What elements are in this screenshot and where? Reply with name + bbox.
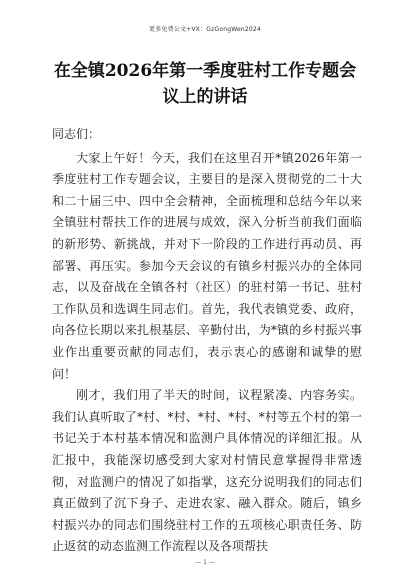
page-number: — 1 — [195,559,215,566]
header-note: 更多免费公文+VX：GzGongWen2024 [149,26,261,33]
document-body [52,124,362,558]
paragraph: 大家上午好！今天，我们在这里召开*镇2026年第一季度驻村工作专题会议，主要目的是深入贯彻党的二十大和二十届三中、四中全会精神，全面梳理和总结今年以来全镇驻村帮扶工作的进展与成效，深入分析当前我们面临的新形势、新挑战，并对下一阶段的工作进行再动员、再部署、再压实。参加今天会议的有镇乡村振兴办的全体同志，以及奋战在全镇各村（社区）的驻村第一书记、驻村工作队员和选调生同志们。首先，我代表镇党委、政府，向各位长期以来扎根基层、辛勤付出，为*镇的乡村振兴事业作出重要贡献的同志们，表示衷心的感谢和诚挚的慰问！ [52,150,362,381]
salutation: 同志们： [52,127,101,141]
paragraph: 刚才，我们用了半天的时间，议程紧凑、内容务实。我们认真听取了*村、*村、*村、*村、*村等五个村的第一书记关于本村基本情况和监测户具体情况的详细汇报。从汇报中，我能深切感受到大家对村情民意掌握得非常透彻，对监测户的情况了如指掌，这充分说明我们的同志们真正做到了沉下身子、走进农家、融入群众。随后，镇乡村振兴办的同志们围绕驻村工作的五项核心职责任务、防止返贫的动态监测工作流程以及各项帮扶 [52,388,362,554]
document-title: 在全镇2026年第一季度驻村工作专题会议上的讲话 [53,61,357,107]
